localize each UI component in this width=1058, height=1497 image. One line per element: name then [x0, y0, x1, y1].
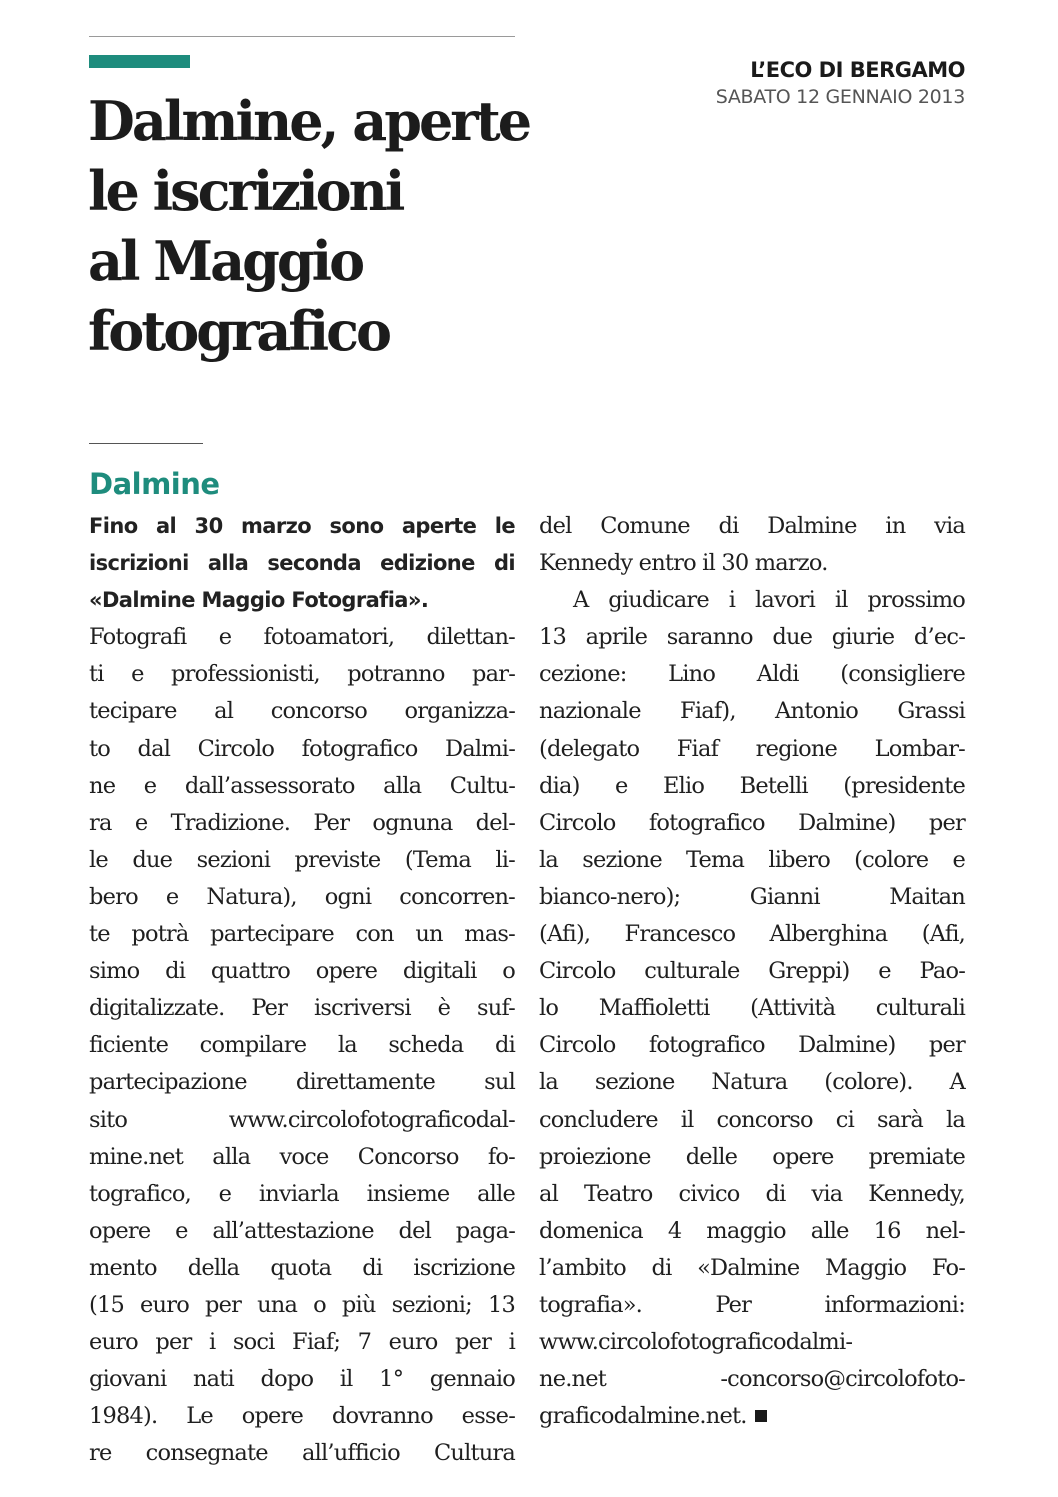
end-of-article-mark [755, 1410, 767, 1422]
body-line: graficodalmine.net. [539, 1398, 965, 1435]
headline-line: le iscrizioni [88, 159, 403, 223]
body-line: ti e professionisti, potranno par- [89, 661, 515, 688]
body-line: concludere il concorso ci sarà la [539, 1106, 965, 1133]
body-line: Kennedy entro il 30 marzo. [539, 550, 828, 577]
dateline-kicker: Dalmine [89, 467, 220, 501]
body-line: Circolo fotografico Dalmine) per [539, 1032, 965, 1059]
body-line: 13 aprile saranno due giurie d’ec- [539, 624, 965, 651]
body-line: giovani nati dopo il 1° gennaio [89, 1366, 515, 1393]
body-line: cezione: Lino Aldi (consigliere [539, 661, 965, 688]
article-column-right [539, 508, 965, 1435]
body-line: del Comune di Dalmine in via [539, 513, 965, 539]
body-line: ficiente compilare la scheda di [89, 1032, 515, 1059]
body-line: l’ambito di «Dalmine Maggio Fo- [539, 1254, 965, 1281]
headline-line: fotografico [88, 299, 390, 363]
body-line: mine.net alla voce Concorso fo- [89, 1143, 515, 1170]
lead-line: «Dalmine Maggio Fotografia». [89, 588, 429, 613]
body-line: tografia». Per informazioni: [539, 1291, 965, 1318]
body-line: euro per i soci Fiaf; 7 euro per i [89, 1329, 515, 1356]
body-line: (delegato Fiaf regione Lombar- [539, 735, 965, 762]
body-line: re consegnate all’ufficio Cultura [89, 1440, 515, 1467]
body-line: al Teatro civico di via Kennedy, [539, 1180, 965, 1207]
body-line: dia) e Elio Betelli (presidente [539, 772, 965, 799]
body-line: le due sezioni previste (Tema li- [89, 846, 515, 873]
body-line: te potrà partecipare con un mas- [89, 921, 515, 948]
body-line: la sezione Tema libero (colore e [539, 846, 965, 873]
kicker-divider [89, 443, 203, 444]
body-line: bianco-nero); Gianni Maitan [539, 883, 965, 910]
section-accent-bar [89, 55, 190, 68]
body-line: digitalizzate. Per iscriversi è suf- [89, 995, 515, 1022]
body-line: opere e all’attestazione del paga- [89, 1217, 515, 1244]
lead-line: Fino al 30 marzo sono aperte le [89, 514, 515, 538]
article-column-left [89, 508, 515, 1472]
body-line: ne e dall’assessorato alla Cultu- [89, 772, 515, 799]
newspaper-name: L’ECO DI BERGAMO [750, 58, 965, 82]
publication-date: SABATO 12 GENNAIO 2013 [715, 86, 965, 108]
body-line: nazionale Fiaf), Antonio Grassi [539, 698, 965, 725]
top-divider [89, 36, 515, 37]
body-line: ra e Tradizione. Per ognuna del- [89, 809, 515, 836]
body-line: simo di quattro opere digitali o [89, 958, 515, 985]
body-line: to dal Circolo fotografico Dalmi- [89, 735, 515, 762]
body-line: Fotografi e fotoamatori, dilettan- [89, 624, 515, 651]
article-headline [88, 86, 528, 366]
headline-line: Dalmine, aperte [88, 89, 530, 153]
body-line: (15 euro per una o più sezioni; 13 [89, 1291, 515, 1318]
body-line: tografico, e inviarla insieme alle [89, 1180, 515, 1207]
body-line: www.circolofotograficodalmi- [539, 1329, 853, 1356]
body-line: A giudicare i lavori il prossimo [573, 587, 965, 614]
body-line: 1984). Le opere dovranno esse- [89, 1403, 515, 1430]
body-line: Circolo fotografico Dalmine) per [539, 809, 965, 836]
body-line: mento della quota di iscrizione [89, 1254, 515, 1281]
body-line: sito www.circolofotograficodal- [89, 1106, 515, 1133]
body-line: lo Maffioletti (Attività culturali [539, 995, 965, 1022]
headline-line: al Maggio [88, 229, 363, 293]
lead-line: iscrizioni alla seconda edizione di [89, 551, 515, 576]
body-line: domenica 4 maggio alle 16 nel- [539, 1217, 965, 1244]
body-line: Circolo culturale Greppi) e Pao- [539, 958, 965, 985]
masthead [716, 56, 965, 110]
body-line: ne.net -concorso@circolofoto- [539, 1366, 965, 1393]
body-line: tecipare al concorso organizza- [89, 698, 515, 725]
body-line: la sezione Natura (colore). A [539, 1069, 965, 1096]
body-line: proiezione delle opere premiate [539, 1143, 965, 1170]
body-line: bero e Natura), ogni concorren- [89, 883, 515, 910]
body-line: partecipazione direttamente sul [89, 1069, 515, 1096]
body-line: (Afi), Francesco Alberghina (Afi, [539, 921, 965, 948]
